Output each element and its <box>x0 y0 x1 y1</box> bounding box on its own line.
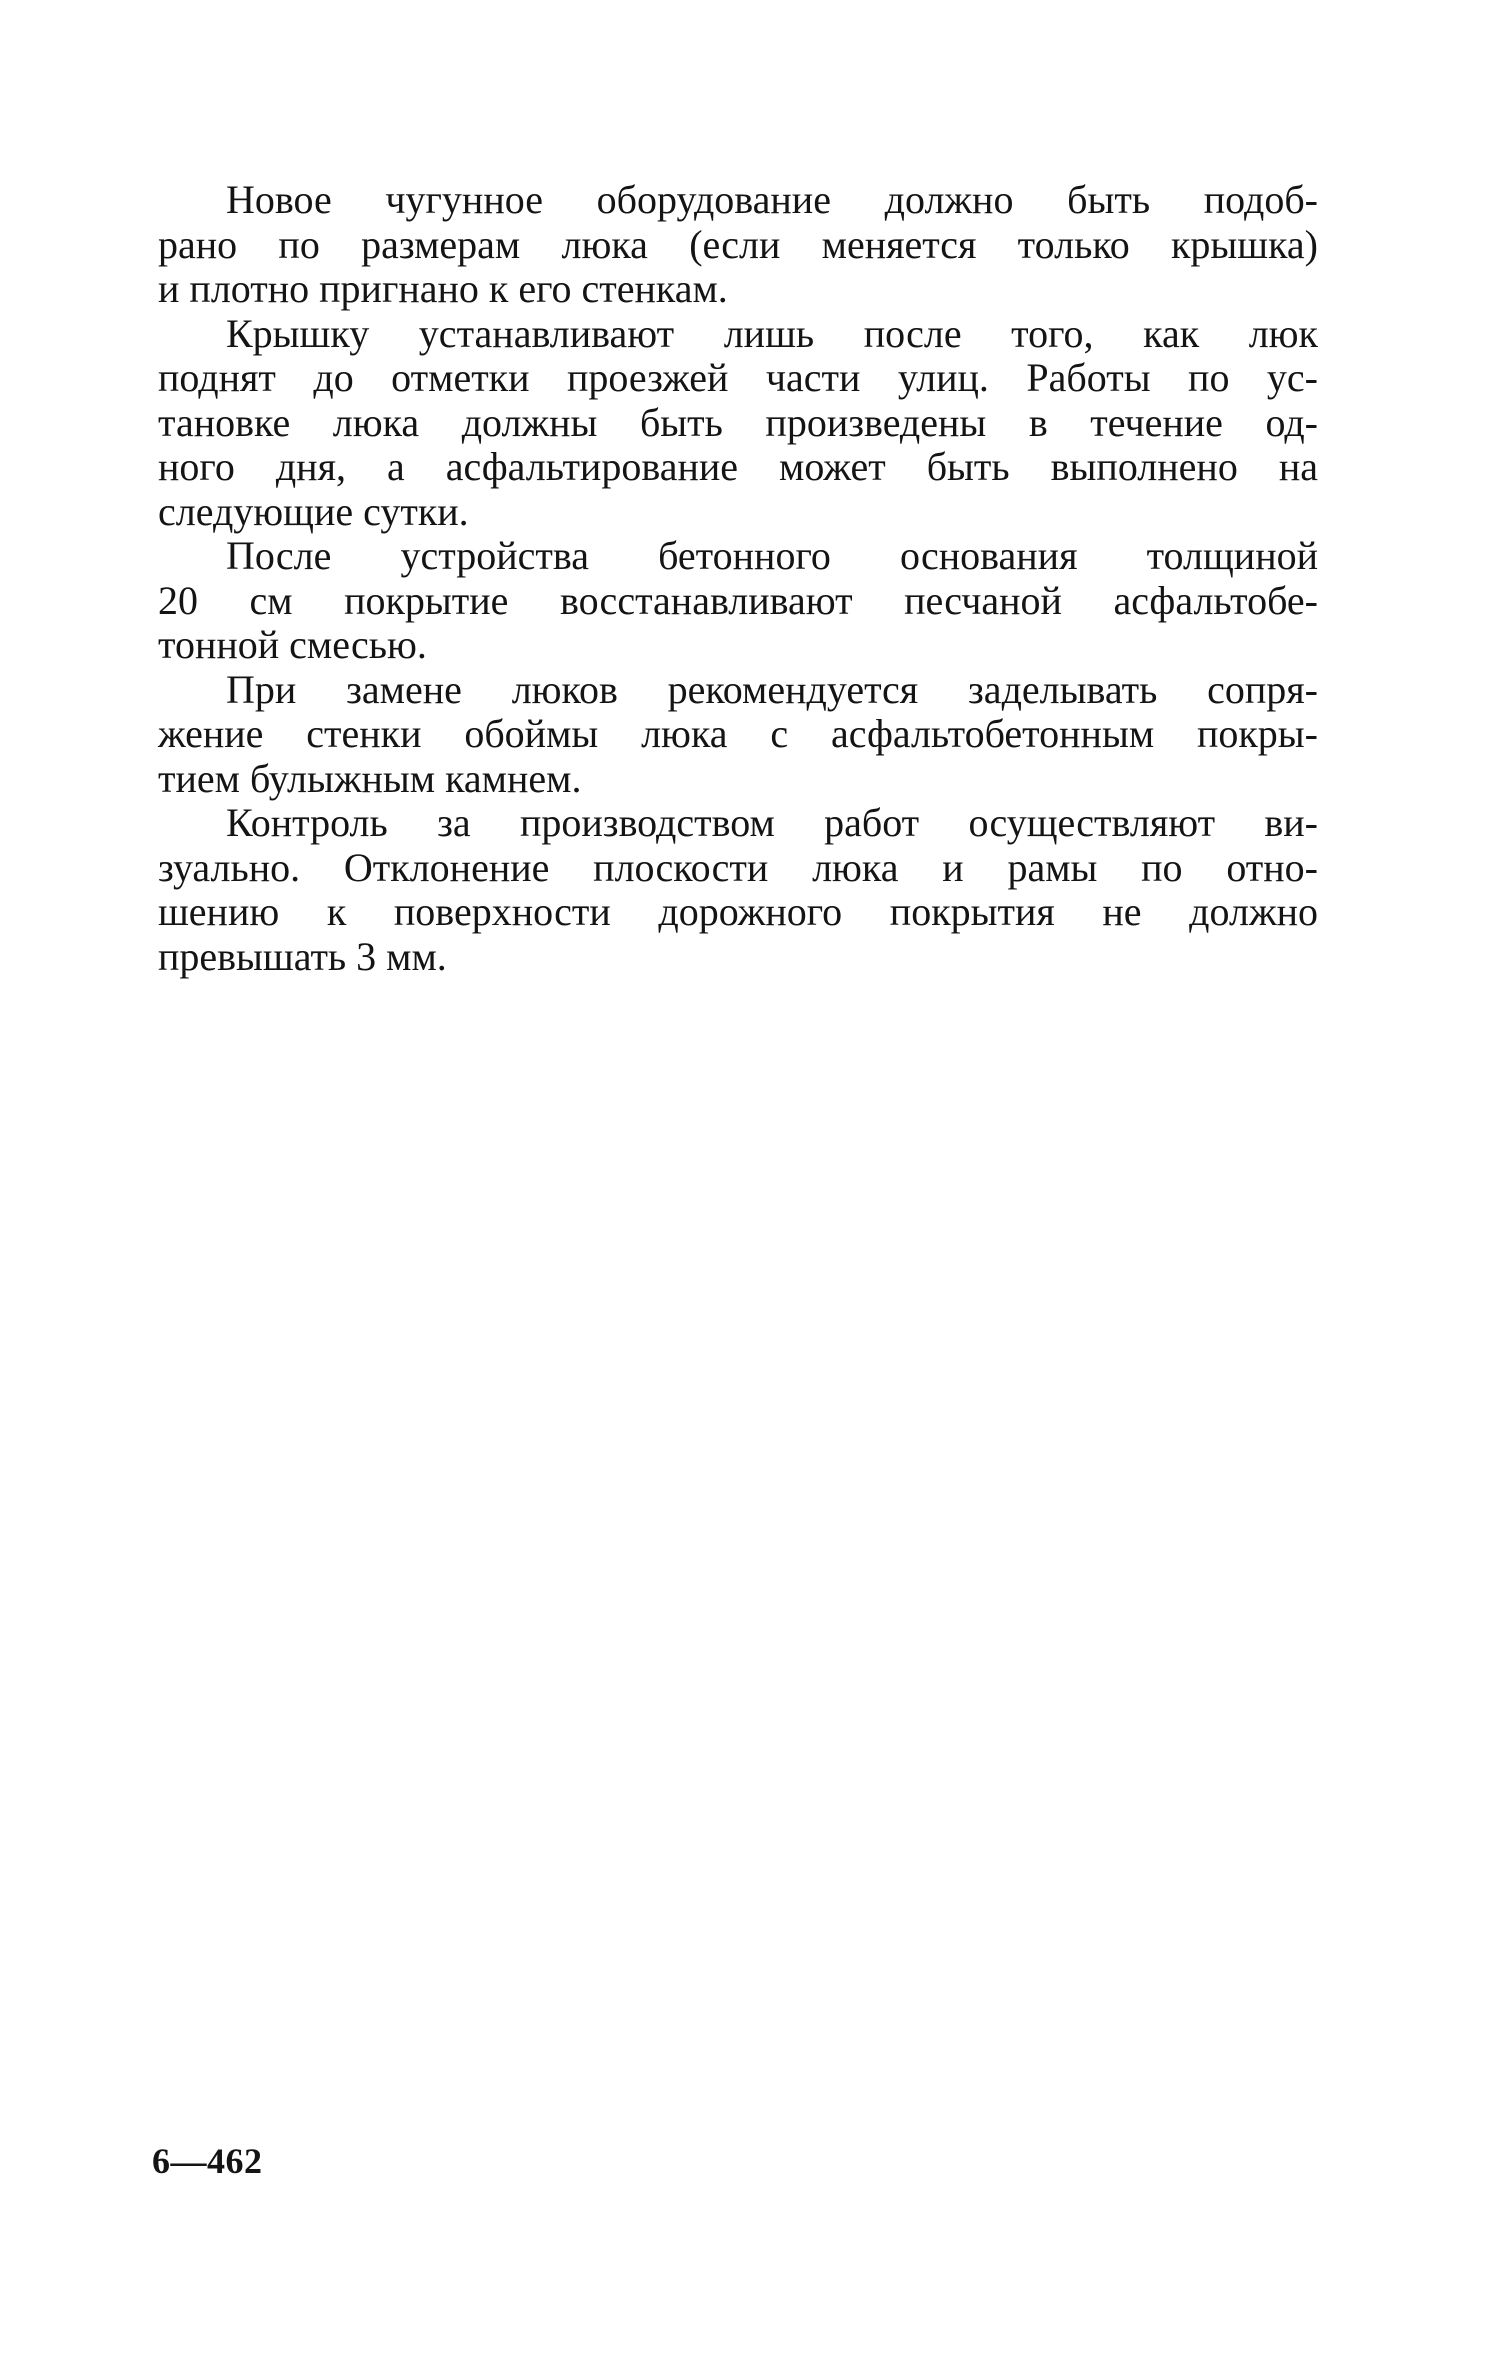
body-text <box>158 178 1318 979</box>
text-line: тонной смесью. <box>158 622 427 667</box>
page-number: 6—462 <box>152 2141 263 2181</box>
text-line: и плотно пригнано к его стенкам. <box>158 266 728 311</box>
text-line: шению к поверхности дорожного покрытия не должно <box>158 889 1318 934</box>
text-line: После устройства бетонного основания толщиной <box>226 533 1318 578</box>
text-line: тием булыжным камнем. <box>158 755 582 801</box>
text-line: поднят до отметки проезжей части улиц. Работы по ус- <box>158 355 1318 400</box>
paragraph <box>158 801 1318 979</box>
text-line: Контроль за производством работ осуществляют ви- <box>226 800 1318 845</box>
paragraph <box>158 534 1318 668</box>
text-line: Крышку устанавливают лишь после того, как люк <box>226 310 1318 356</box>
text-line: тановке люка должны быть произведены в течение од- <box>158 399 1318 445</box>
paragraph <box>158 178 1318 312</box>
text-line: зуально. Отклонение плоскости люка и рамы по отно- <box>158 844 1318 890</box>
text-line: Новое чугунное оборудование должно быть подоб- <box>226 177 1318 222</box>
text-line: жение стенки обоймы люка с асфальтобетонным покры- <box>158 711 1318 756</box>
text-line: рано по размерам люка (если меняется только крышка) <box>158 221 1318 267</box>
text-line: следующие сутки. <box>158 488 469 534</box>
paragraph <box>158 668 1318 802</box>
text-line: превышать 3 мм. <box>158 933 447 979</box>
text-line: 20 см покрытие восстанавливают песчаной асфальтобе- <box>158 577 1318 623</box>
paragraph <box>158 312 1318 535</box>
text-line: ного дня, а асфальтирование может быть выполнено на <box>158 444 1318 489</box>
text-line: При замене люков рекомендуется заделывать сопря- <box>226 666 1318 712</box>
